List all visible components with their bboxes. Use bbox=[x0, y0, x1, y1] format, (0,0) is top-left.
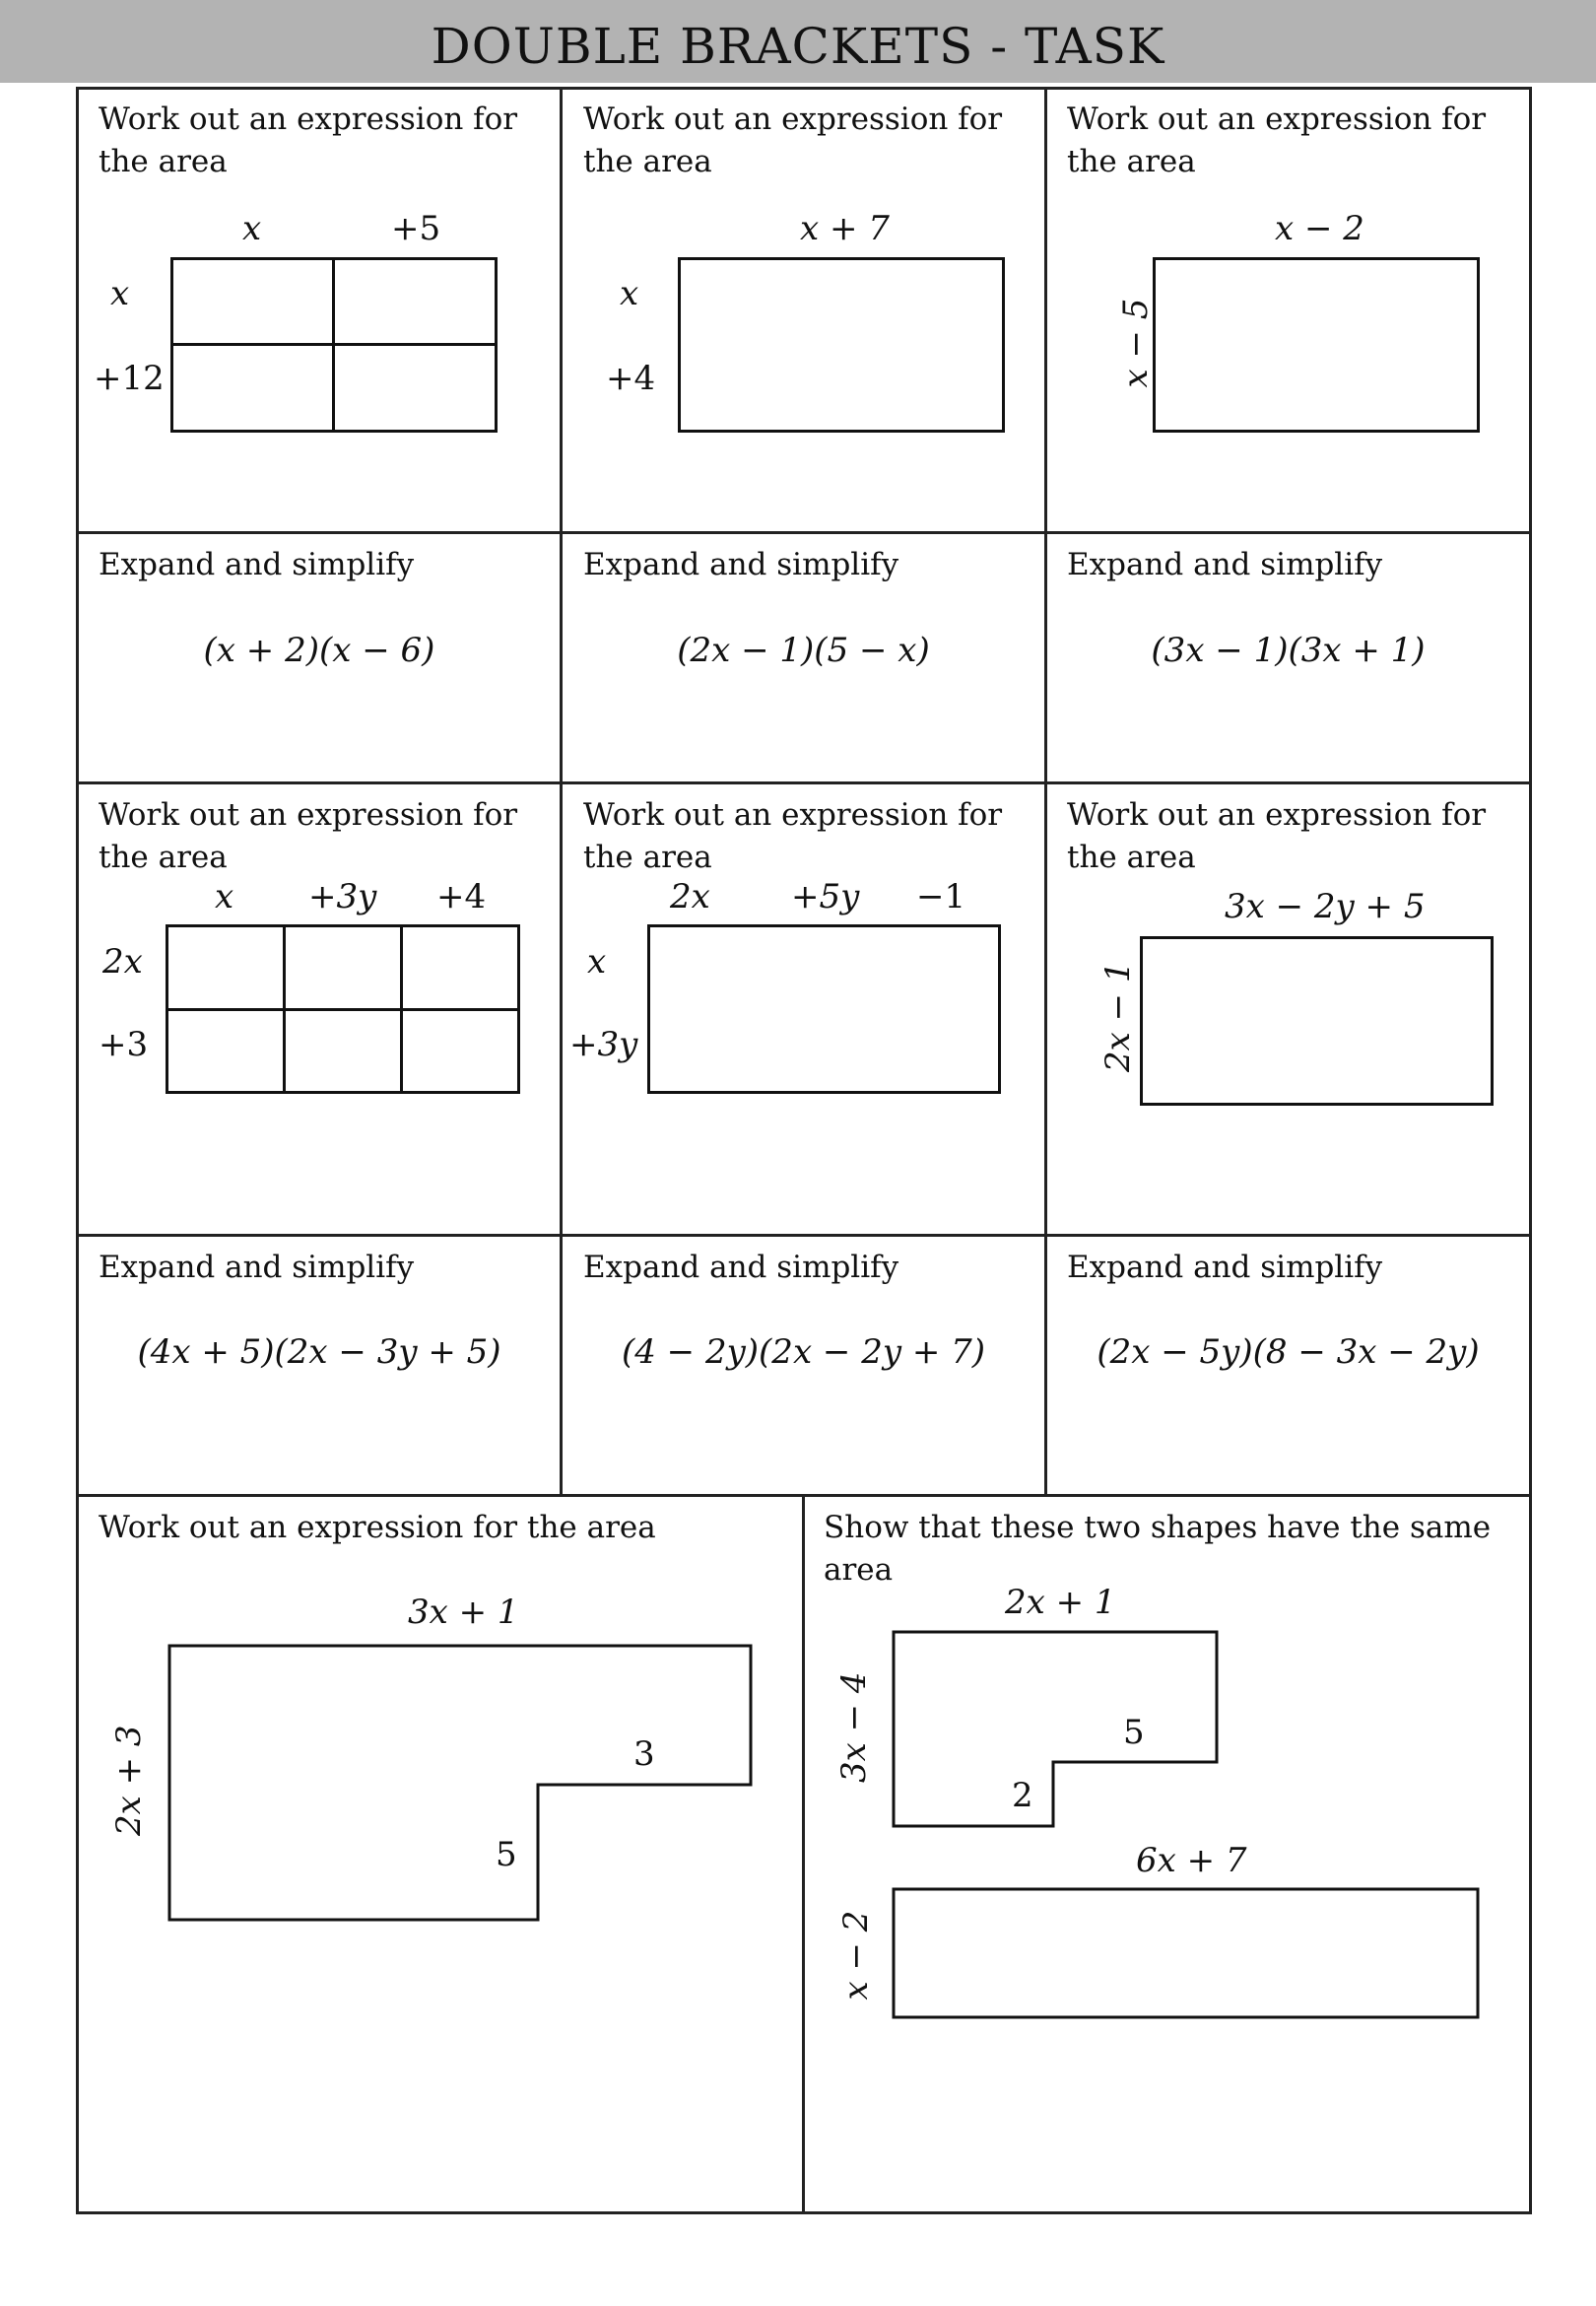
label-left-x: x bbox=[587, 942, 607, 982]
cell-4-2-instruction: Expand and simplify bbox=[583, 1250, 899, 1285]
expression: (4x + 5)(2x − 3y + 5) bbox=[137, 1332, 501, 1372]
cell-2-3-instruction: Expand and simplify bbox=[1067, 547, 1383, 582]
label-top-x-minus-2: x − 2 bbox=[1275, 209, 1364, 248]
cell-1-2-instruction: Work out an expression for the area bbox=[583, 102, 1003, 179]
label-left-x: x bbox=[620, 274, 639, 313]
label-side-x-minus-2: x − 2 bbox=[836, 1910, 876, 2001]
label-top-3x-plus-1: 3x + 1 bbox=[408, 1593, 519, 1632]
cell-3-1-instruction: Work out an expression for the area bbox=[99, 797, 518, 875]
cell-5-2-instruction: Show that these two shapes have the same area bbox=[824, 1510, 1492, 1588]
label-top-x-plus-7: x + 7 bbox=[800, 209, 890, 248]
label-top-plus5y: +5y bbox=[791, 877, 860, 916]
label-top-plus5: +5 bbox=[391, 209, 441, 248]
label-side-2x-minus-1: 2x − 1 bbox=[1098, 961, 1138, 1072]
label-top-plus3y: +3y bbox=[308, 877, 377, 916]
label-top-plus4: +4 bbox=[436, 877, 487, 916]
rectangle-right-bottom bbox=[894, 1889, 1478, 2017]
label-cut-3: 3 bbox=[633, 1734, 655, 1774]
label-top-2x: 2x bbox=[670, 877, 710, 916]
label-top-6x-plus-7: 6x + 7 bbox=[1136, 1841, 1247, 1880]
expression: (4 − 2y)(2x − 2y + 7) bbox=[621, 1332, 986, 1372]
label-cut-5: 5 bbox=[496, 1835, 517, 1874]
expression: (x + 2)(x − 6) bbox=[203, 631, 435, 670]
cell-4-3-instruction: Expand and simplify bbox=[1067, 1250, 1383, 1285]
label-top-minus1: −1 bbox=[916, 877, 966, 916]
label-left-plus3y: +3y bbox=[569, 1025, 638, 1064]
l-shape-left bbox=[169, 1646, 751, 1920]
label-left-x: x bbox=[110, 274, 130, 313]
label-cut-5: 5 bbox=[1123, 1713, 1145, 1752]
label-top-2x-plus-1: 2x + 1 bbox=[1005, 1583, 1116, 1622]
expression: (2x − 5y)(8 − 3x − 2y) bbox=[1097, 1332, 1480, 1372]
expression: (2x − 1)(5 − x) bbox=[677, 631, 930, 670]
cell-3-2-instruction: Work out an expression for the area bbox=[583, 797, 1003, 875]
cell-2-2-instruction: Expand and simplify bbox=[583, 547, 899, 582]
label-left-plus3: +3 bbox=[99, 1025, 149, 1064]
page-title: DOUBLE BRACKETS - TASK bbox=[0, 0, 1596, 83]
label-side-3x-minus-4: 3x − 4 bbox=[834, 1671, 874, 1783]
label-top-x: x bbox=[242, 209, 262, 248]
l-shape-right-top bbox=[894, 1632, 1217, 1826]
cell-1-3-instruction: Work out an expression for the area bbox=[1067, 102, 1487, 179]
label-left-plus12: +12 bbox=[94, 359, 165, 398]
expression: (3x − 1)(3x + 1) bbox=[1151, 631, 1426, 670]
label-top-x: x bbox=[215, 877, 234, 916]
cell-1-1-instruction: Work out an expression for the area bbox=[99, 102, 518, 179]
cell-2-1-instruction: Expand and simplify bbox=[99, 547, 415, 582]
cell-3-3-instruction: Work out an expression for the area bbox=[1067, 797, 1487, 875]
label-top-3x-2y-5: 3x − 2y + 5 bbox=[1225, 887, 1426, 926]
cell-5-1-instruction: Work out an expression for the area bbox=[99, 1510, 656, 1545]
cell-4-1-instruction: Expand and simplify bbox=[99, 1250, 415, 1285]
label-cut-2: 2 bbox=[1012, 1776, 1033, 1815]
label-side-x-minus-5: x − 5 bbox=[1116, 298, 1156, 388]
label-side-2x-plus-3: 2x + 3 bbox=[109, 1725, 149, 1836]
label-left-2x: 2x bbox=[102, 942, 143, 982]
label-left-plus4: +4 bbox=[606, 359, 656, 398]
